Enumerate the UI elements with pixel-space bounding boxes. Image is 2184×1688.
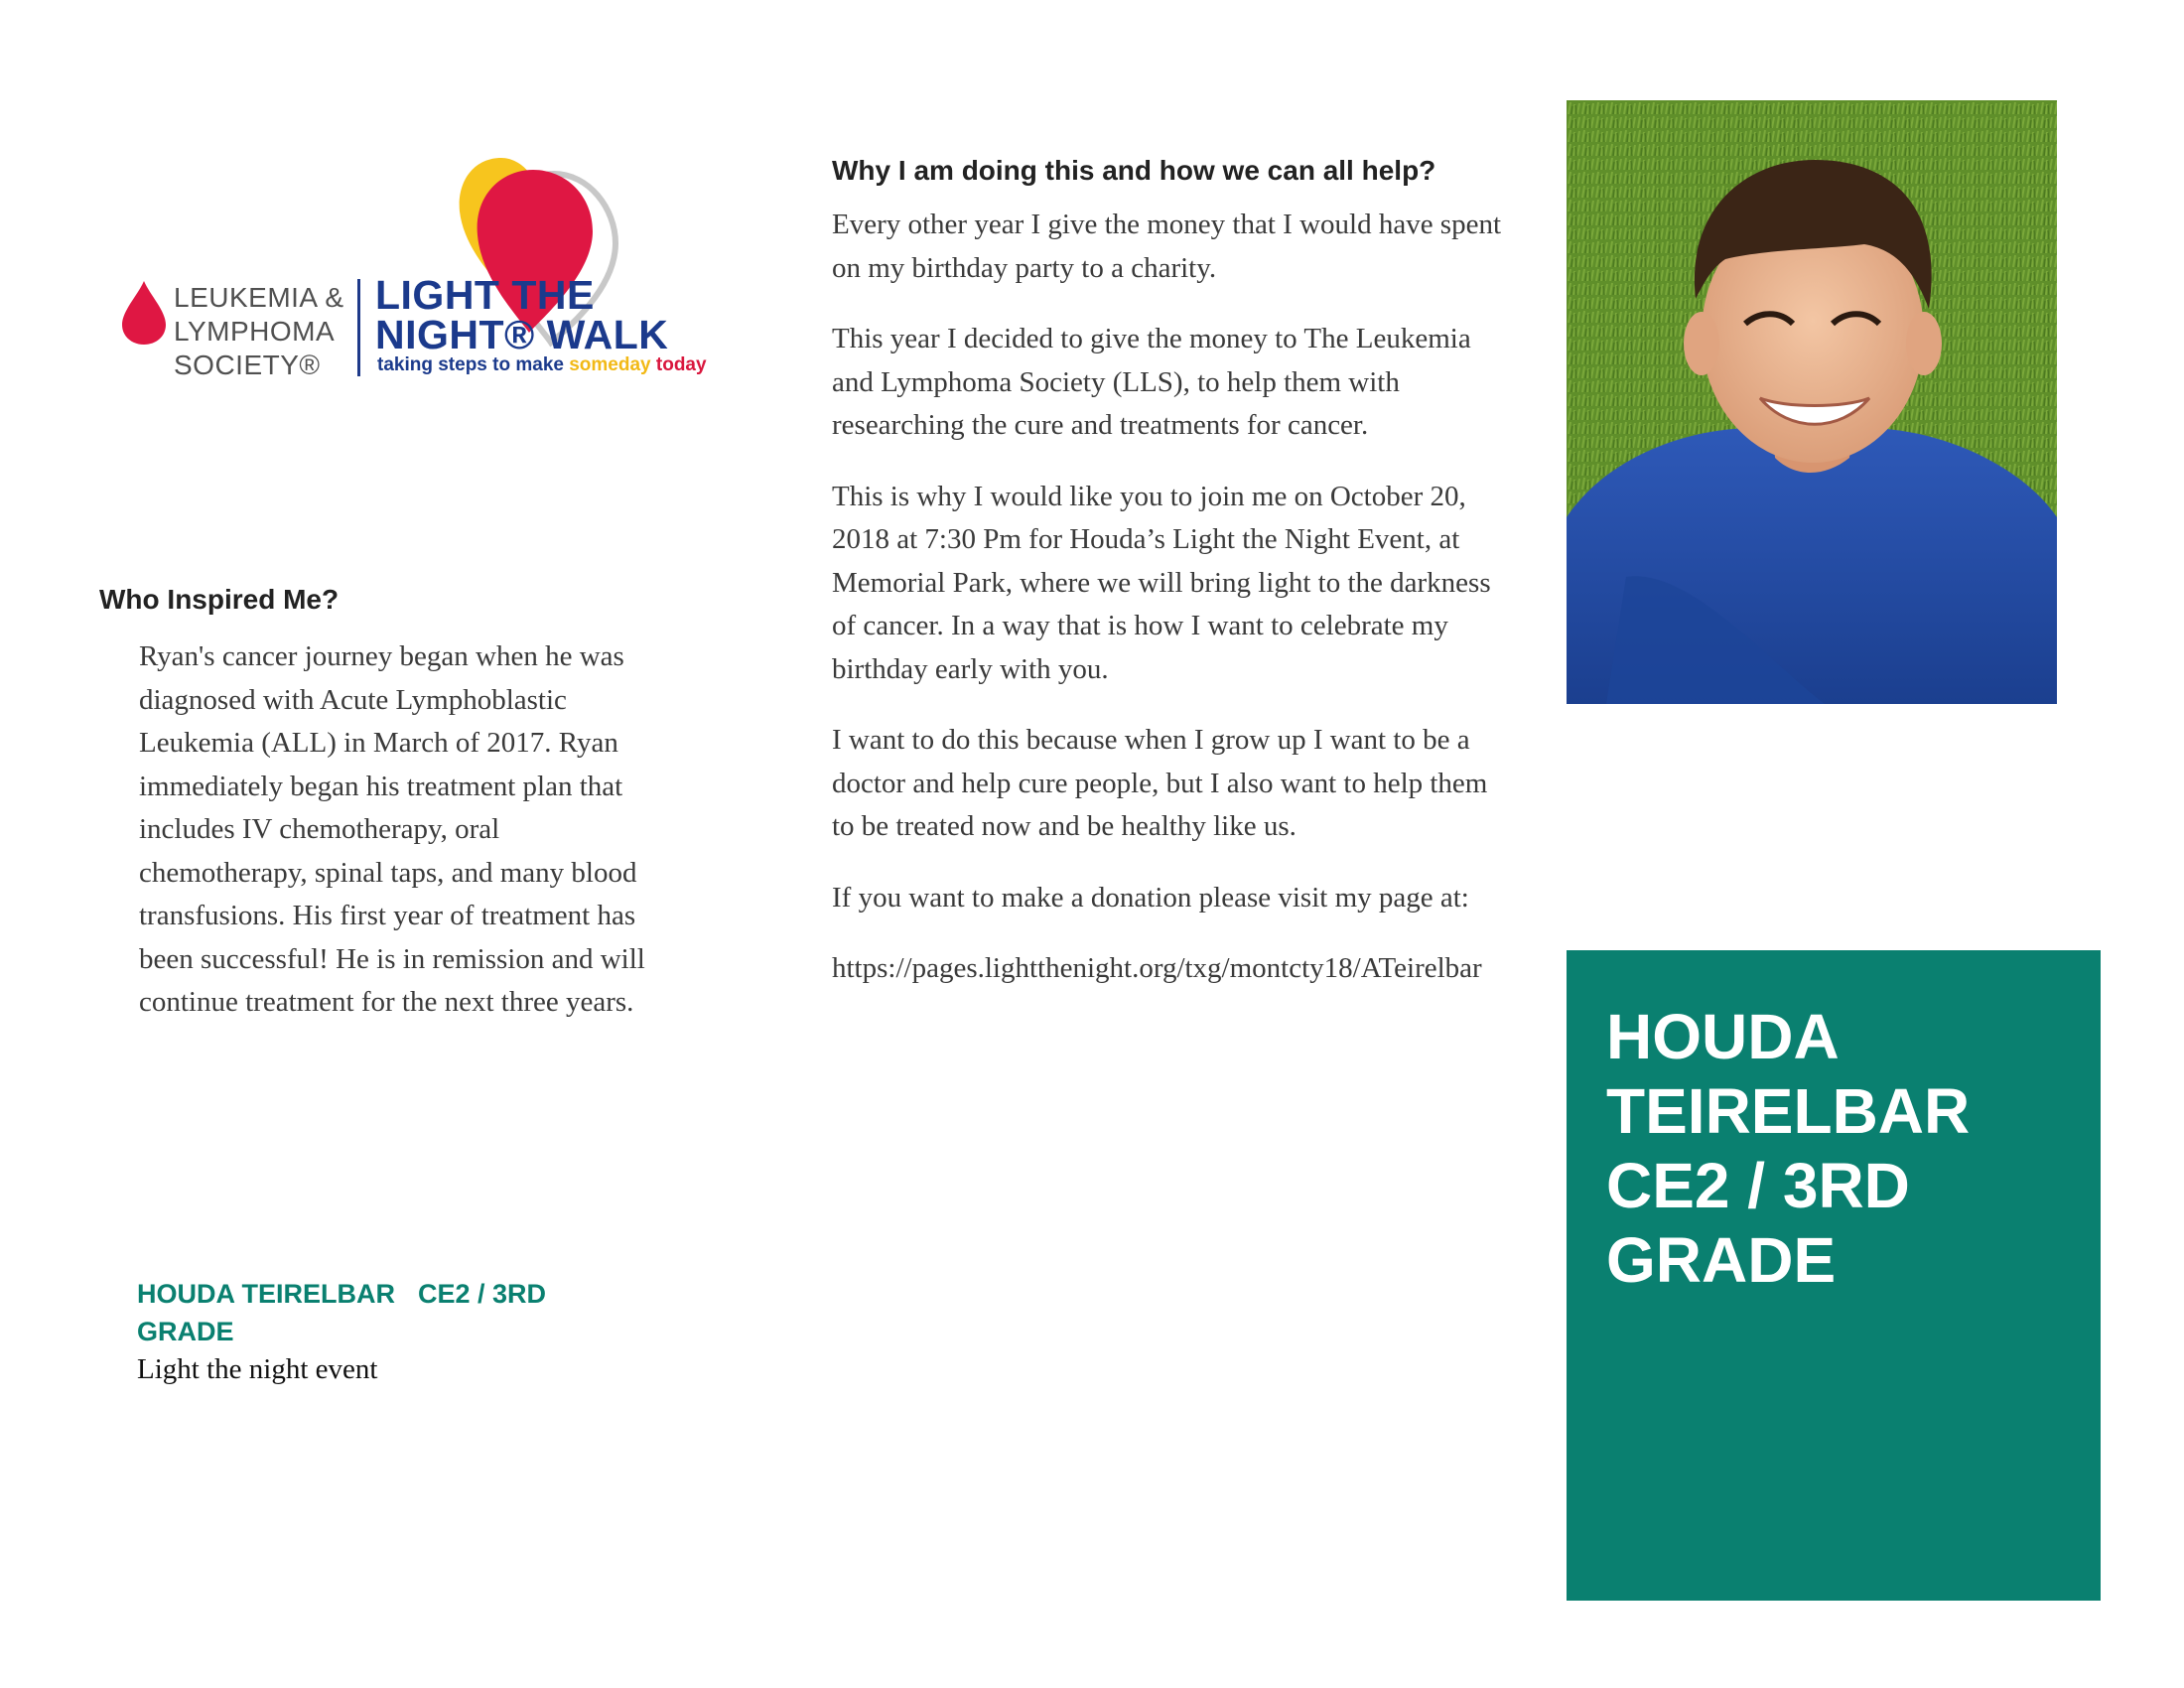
tagline-someday: someday <box>569 354 651 375</box>
lls-light-the-night-logo <box>114 154 710 392</box>
why-heading: Why I am doing this and how we can all help? <box>832 155 1436 186</box>
who-inspired-heading: Who Inspired Me? <box>99 584 340 615</box>
org-line: LEUKEMIA & <box>174 282 344 313</box>
org-line: LYMPHOMA <box>174 316 336 347</box>
why-paragraph: This is why I would like you to join me on October 20, 2018 at 7:30 Pm for Houda’s Light the Night Event, at Memorial Park, where we will bring light to the darkness of cancer. In a way that is how I want to celebrate my birthday early with you. <box>832 480 1491 685</box>
name-panel <box>1567 950 2101 1601</box>
why-paragraph: I want to do this because when I grow up I want to be a doctor and help cure people, but I also want to help them to be treated now and be healthy like us. <box>832 724 1488 842</box>
footer-grade: CE2 / 3RD <box>418 1279 547 1309</box>
tagline-today: today <box>655 354 707 375</box>
wordmark-line: LIGHT THE <box>375 272 595 318</box>
why-paragraph: This year I decided to give the money to The Leukemia and Lymphoma Society (LLS), to help them with researching the cure and treatments for cancer. <box>832 323 1471 441</box>
tagline-text: taking steps to make <box>377 354 564 375</box>
donation-link[interactable]: https://pages.lightthenight.org/txg/montcty18/ATeirelbar <box>832 952 1482 984</box>
logo-tagline <box>377 354 707 376</box>
blood-drop-icon <box>122 281 166 345</box>
why-body <box>832 204 1517 1019</box>
panel-title-line: GRADE <box>1606 1224 1837 1296</box>
why-paragraph: If you want to make a donation please visit my page at: <box>832 881 1469 914</box>
student-photo <box>1567 100 2057 704</box>
panel-title-line: CE2 / 3RD <box>1606 1150 1910 1221</box>
who-inspired-body: Ryan's cancer journey began when he was diagnosed with Acute Lymphoblastic Leukemia (ALL) in March of 2017. Ryan immediately began his treatment plan that includes IV chemotherapy, oral chemotherapy, spinal taps, and many blood transfusions. His first year of treatment has been successful! He is in remission and will continue treatment for the next three years. <box>139 640 645 1018</box>
smiling-boy-photo-icon <box>1567 100 2057 704</box>
why-paragraph: Every other year I give the money that I would have spent on my birthday party to a charity. <box>832 209 1502 284</box>
footer-event-name: Light the night event <box>137 1353 378 1385</box>
footer-grade-continued: GRADE <box>137 1317 234 1346</box>
panel-title-line: TEIRELBAR <box>1606 1075 1971 1147</box>
light-the-night-wordmark <box>375 272 669 357</box>
panel-title-line: HOUDA <box>1606 1001 1840 1072</box>
wordmark-line: NIGHT® WALK <box>375 312 669 357</box>
footer-student-name: HOUDA TEIRELBAR <box>137 1279 395 1309</box>
org-line: SOCIETY® <box>174 350 321 380</box>
panel-title <box>1606 1000 2083 1298</box>
